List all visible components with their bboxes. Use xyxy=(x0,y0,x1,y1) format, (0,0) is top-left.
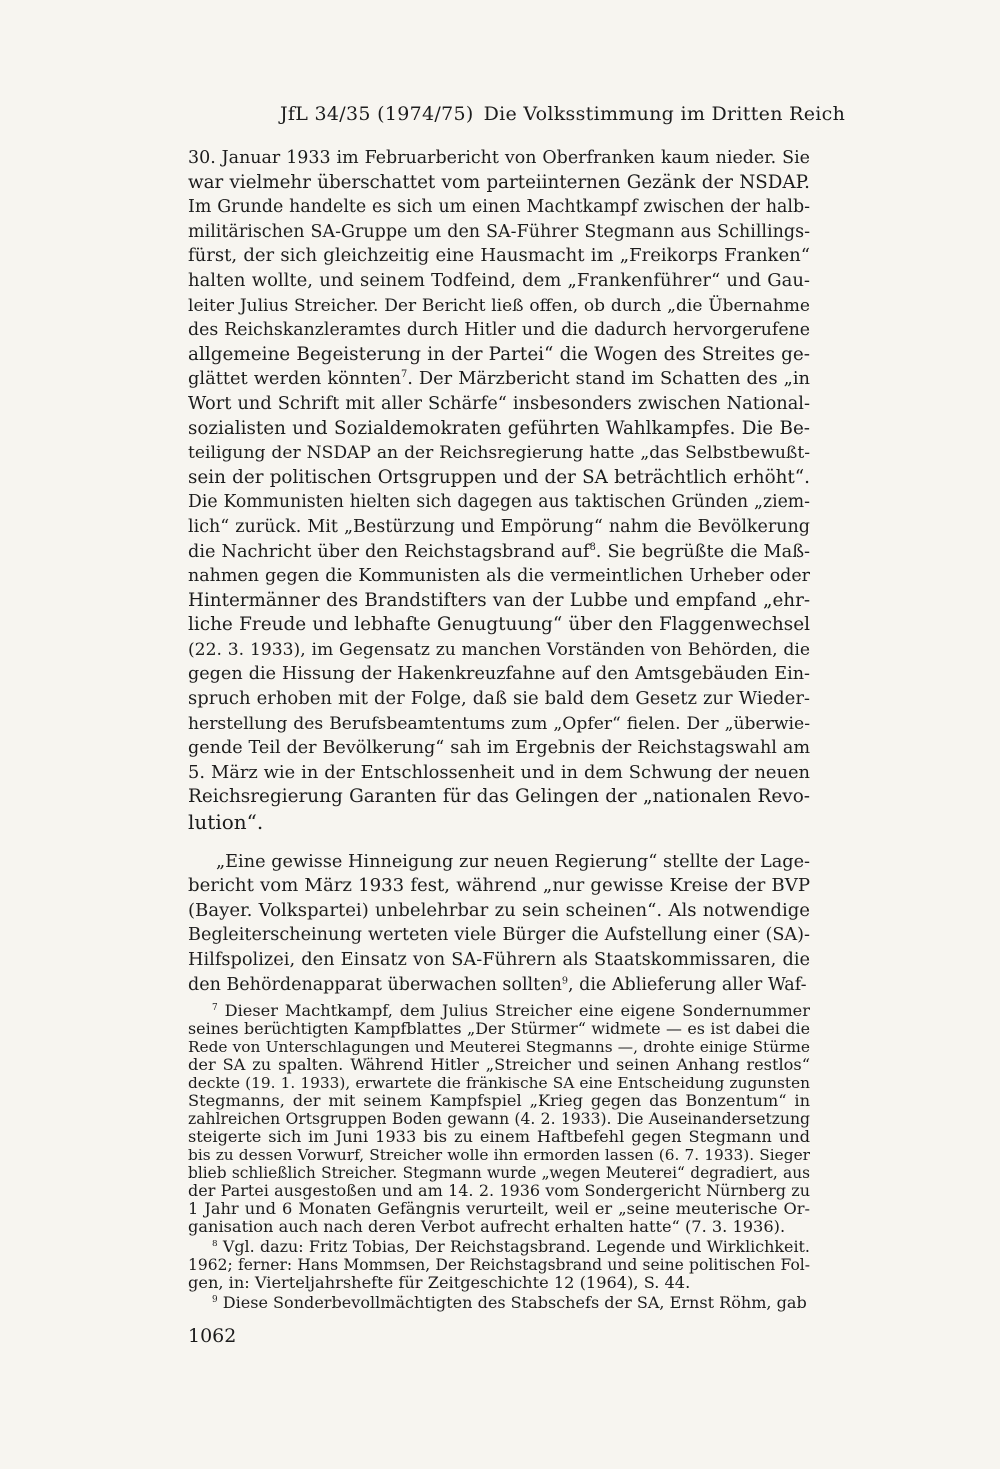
text-line: lution“. xyxy=(188,810,264,835)
text-line: 1962; ferner: Hans Mommsen, Der Reichstagsbrand und seine politischen Fol- xyxy=(188,1256,810,1274)
text-line: spruch erhoben mit der Folge, daß sie bald dem Gesetz zur Wieder- xyxy=(188,688,810,710)
text-line: 5. März wie in der Entschlossenheit und in dem Schwung der neuen xyxy=(188,761,810,783)
page-number: 1062 xyxy=(188,1325,237,1347)
text-line: liche Freude und lebhafte Genugtuung“ über den Flaggenwechsel xyxy=(188,614,810,636)
text-line xyxy=(188,367,810,392)
text-line xyxy=(188,1294,810,1312)
text-line: fürst, der sich gleichzeitig eine Hausmacht im „Freikorps Franken“ xyxy=(188,245,810,267)
text-line: bericht vom März 1933 fest, während „nur gewisse Kreise der BVP xyxy=(188,875,810,897)
text-line: teiligung der NSDAP an der Reichsregierung hatte „das Selbstbewußt- xyxy=(188,443,810,464)
text-line: nahmen gegen die Kommunisten als die vermeintlichen Urheber oder xyxy=(188,566,810,587)
text-line: ganisation auch nach deren Verbot aufrecht erhalten hatte“ (7. 3. 1936). xyxy=(188,1217,786,1236)
text-line: halten wollte, und seinem Todfeind, dem „Frankenführer“ und Gau- xyxy=(188,269,810,291)
main-text xyxy=(188,146,810,997)
text-line: blieb schließlich Streicher. Stegmann wurde „wegen Meuterei“ degradiert, aus xyxy=(188,1164,810,1182)
paragraph-2 xyxy=(188,850,810,998)
text-line: deckte (19. 1. 1933), erwartete die fränkische SA eine Entscheidung zugunsten xyxy=(188,1074,810,1092)
text-line: (22. 3. 1933), im Gegensatz zu manchen Vorständen von Behörden, die xyxy=(188,639,810,660)
line-text: , die Ablieferung aller Waf- xyxy=(567,974,807,995)
text-line: der Partei ausgestoßen und am 14. 2. 1936 vom Sondergericht Nürnberg zu xyxy=(188,1181,810,1200)
text-line: (Bayer. Volkspartei) unbelehrbar zu sein scheinen“. Als notwendige xyxy=(188,899,810,921)
text-line: Wort und Schrift mit aller Schärfe“ insbesonders zwischen National- xyxy=(188,392,810,414)
footnote-marker: 8 xyxy=(589,541,596,553)
text-line: sozialisten und Sozialdemokraten geführten Wahlkampfes. Die Be- xyxy=(188,417,810,439)
text-line: 1 Jahr und 6 Monaten Gefängnis verurteilt, weil er „seine meuterische Or- xyxy=(188,1199,810,1218)
text-line: Stegmanns, der mit seinem Kampfspiel „Krieg gegen das Bonzentum“ in xyxy=(188,1091,810,1110)
line-text: . Sie begrüßte die Maß- xyxy=(595,541,810,562)
text-line: Reichsregierung Garanten für das Gelingen der „nationalen Revo- xyxy=(188,786,810,808)
line-text: den Behördenapparat überwachen sollten xyxy=(188,974,562,995)
text-line: allgemeine Begeisterung in der Partei“ die Wogen des Streites ge- xyxy=(188,343,810,365)
text-line: lich“ zurück. Mit „Bestürzung und Empörung“ nahm die Bevölkerung xyxy=(188,516,810,537)
footnote-8 xyxy=(188,1238,810,1292)
text-line: herstellung des Berufsbeamtentums zum „Opfer“ fielen. Der „überwie- xyxy=(188,713,810,734)
text-line: Hilfspolizei, den Einsatz von SA-Führern als Staatskommissaren, die xyxy=(188,950,810,970)
footnote-7 xyxy=(188,1002,810,1236)
journal-reference: JfL 34/35 (1974/75) xyxy=(280,103,474,125)
text-line: seines berüchtigten Kampfblattes „Der Stürmer“ widmete — es ist dabei die xyxy=(188,1019,810,1038)
line-text: Diese Sonderbevollmächtigten des Stabschefs der SA, Ernst Röhm, gab xyxy=(217,1293,807,1312)
text-line: war vielmehr überschattet vom parteiinternen Gezänk der NSDAP. xyxy=(188,171,810,193)
line-text: glättet werden könnten xyxy=(188,368,401,390)
text-line: der SA zu spalten. Während Hitler „Streicher und seinen Anhang restlos“ xyxy=(188,1055,810,1074)
article-title: Die Volksstimmung im Dritten Reich xyxy=(483,103,846,125)
paragraph-1 xyxy=(188,146,810,835)
text-line: „Eine gewisse Hinneigung zur neuen Regierung“ stellte der Lage- xyxy=(216,851,810,872)
line-text: Dieser Machtkampf, dem Julius Streicher eine eigene Sondernummer xyxy=(217,1001,810,1020)
running-head xyxy=(280,103,845,125)
text-line xyxy=(188,973,810,998)
text-line: 30. Januar 1933 im Februarbericht von Oberfranken kaum nieder. Sie xyxy=(188,148,810,168)
text-line xyxy=(188,540,810,565)
text-line: Die Kommunisten hielten sich dagegen aus taktischen Gründen „ziem- xyxy=(188,492,810,513)
text-line: Rede von Unterschlagungen und Meuterei Stegmanns —, drohte einige Stürme xyxy=(188,1038,810,1056)
footnote-marker: 7 xyxy=(212,1002,218,1013)
text-line: Im Grunde handelte es sich um einen Machtkampf zwischen der halb- xyxy=(188,197,810,218)
text-line: steigerte sich im Juni 1933 bis zu einem Haftbefehl gegen Stegmann und xyxy=(188,1127,810,1146)
text-line: zahlreichen Ortsgruppen Boden gewann (4. 2. 1933). Die Auseinandersetzung xyxy=(188,1110,810,1128)
line-text: die Nachricht über den Reichstagsbrand auf xyxy=(188,541,590,562)
footnote-9 xyxy=(188,1294,810,1312)
footnote-marker: 9 xyxy=(212,1294,218,1305)
text-line: gende Teil der Bevölkerung“ sah im Ergebnis der Reichstagswahl am xyxy=(188,738,810,759)
text-line xyxy=(188,1238,810,1256)
text-line: Hintermänner des Brandstifters van der Lubbe und empfand „ehr- xyxy=(188,589,810,611)
footnotes xyxy=(188,1002,810,1312)
text-line: gen, in: Vierteljahrshefte für Zeitgeschichte 12 (1964), S. 44. xyxy=(188,1273,691,1292)
footnote-marker: 8 xyxy=(212,1238,218,1249)
line-text: . Der Märzbericht stand im Schatten des „in xyxy=(407,368,810,390)
footnote-marker: 9 xyxy=(561,974,568,986)
text-line: militärischen SA-Gruppe um den SA-Führer Stegmann aus Schillings- xyxy=(188,221,810,242)
text-line: gegen die Hissung der Hakenkreuzfahne auf den Amtsgebäuden Ein- xyxy=(188,664,810,685)
text-line: des Reichskanzleramtes durch Hitler und die dadurch hervorgerufene xyxy=(188,320,810,341)
text-line: leiter Julius Streicher. Der Bericht ließ offen, ob durch „die Übernahme xyxy=(188,295,810,316)
text-line: sein der politischen Ortsgruppen und der SA beträchtlich erhöht“. xyxy=(188,466,810,488)
line-text: Vgl. dazu: Fritz Tobias, Der Reichstagsbrand. Legende und Wirklichkeit. xyxy=(217,1237,810,1256)
text-line: bis zu dessen Vorwurf, Streicher wolle ihn ermorden lassen (6. 7. 1933). Sieger xyxy=(188,1146,810,1164)
text-line xyxy=(188,1002,810,1020)
text-line: Begleiterscheinung werteten viele Bürger die Aufstellung einer (SA)- xyxy=(188,925,810,946)
footnote-marker: 7 xyxy=(400,369,408,381)
